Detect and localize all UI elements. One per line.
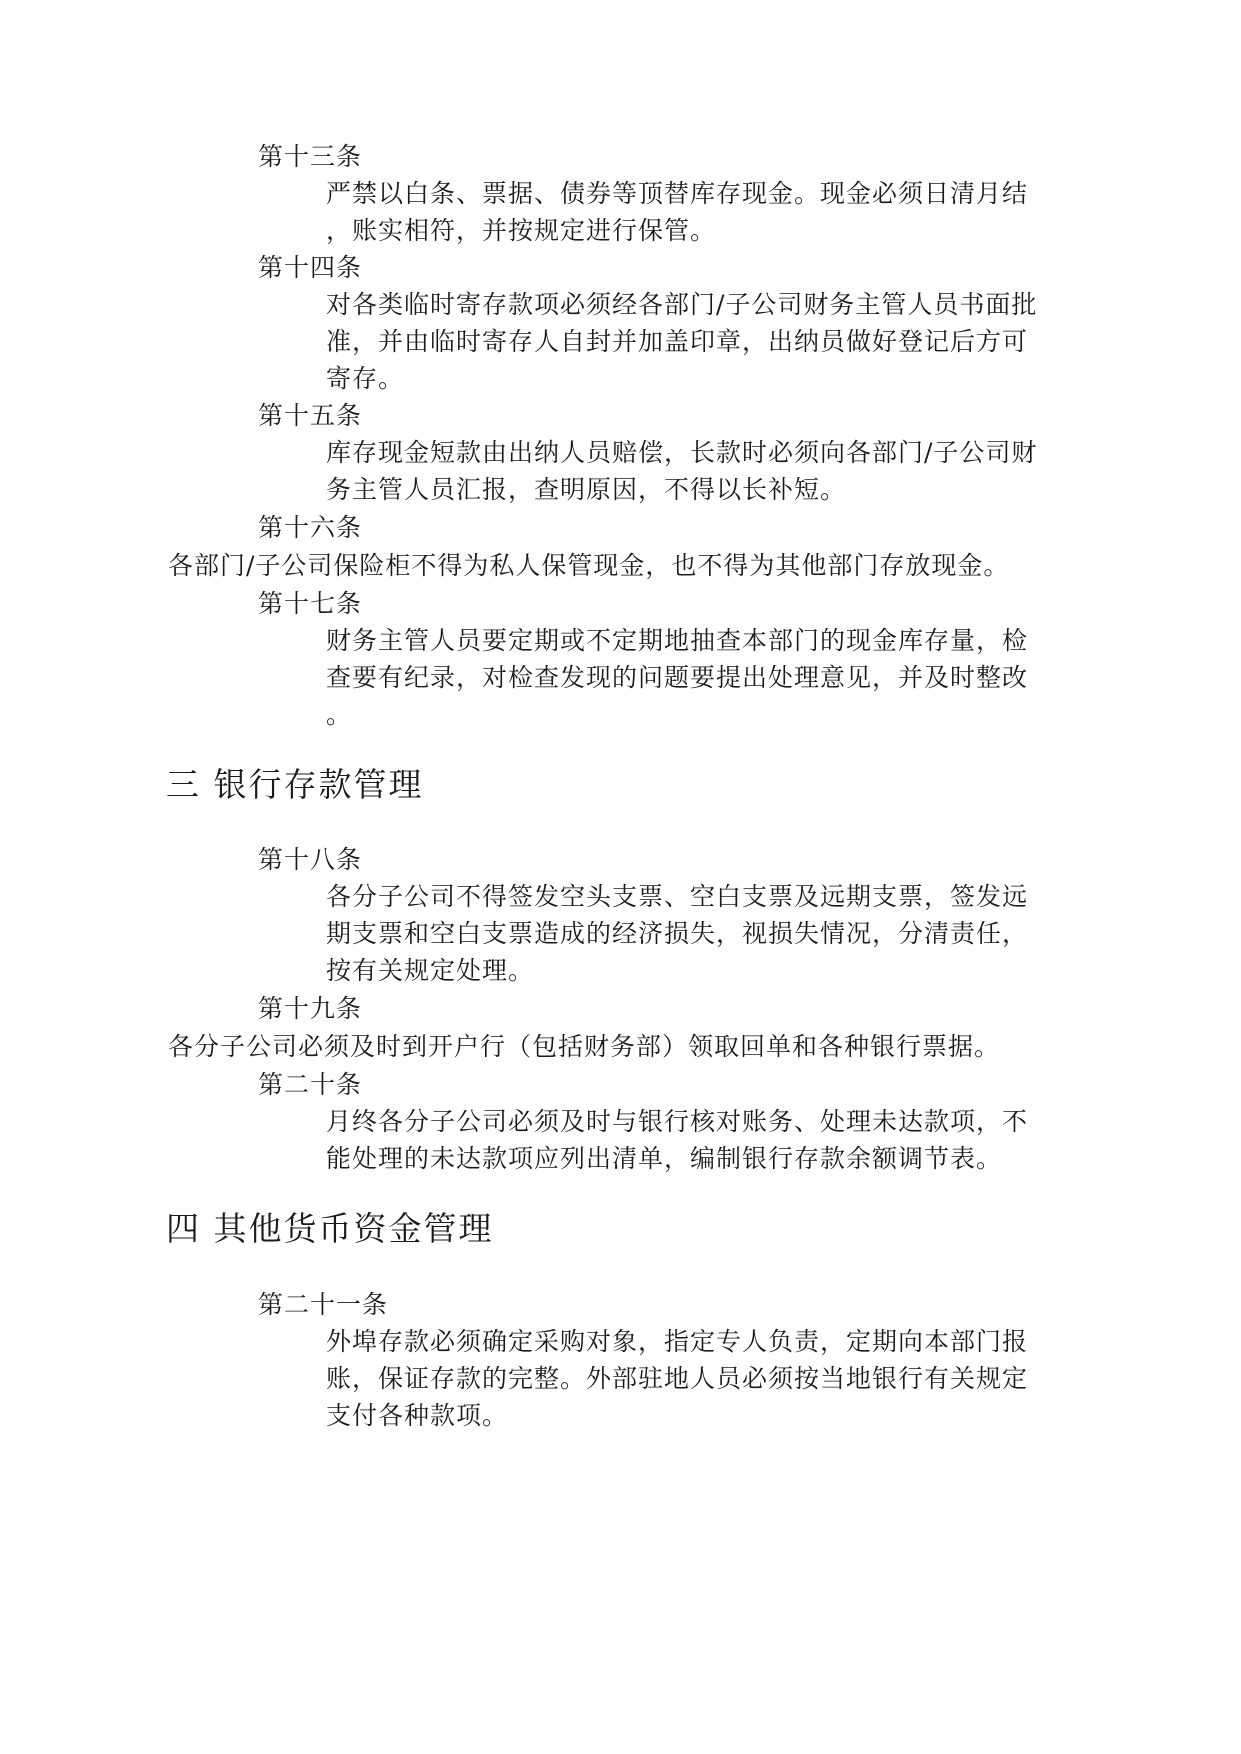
article-20-line-2: 能处理的未达款项应列出清单，编制银行存款余额调节表。	[326, 1144, 1003, 1173]
article-17-line-2: 查要有纪录，对检查发现的问题要提出处理意见，并及时整改	[326, 663, 1029, 692]
article-13-label: 第十三条	[258, 142, 363, 171]
article-18-line-3: 按有关规定处理。	[326, 956, 535, 985]
article-18-line-2: 期支票和空白支票造成的经济损失，视损失情况，分清责任，	[326, 919, 1029, 948]
article-21-line-2: 账，保证存款的完整。外部驻地人员必须按当地银行有关规定	[326, 1364, 1029, 1393]
article-14-line-3: 寄存。	[326, 364, 405, 393]
article-18-label: 第十八条	[258, 845, 363, 874]
article-16-label: 第十六条	[258, 513, 363, 542]
article-21-line-1: 外埠存款必须确定采购对象，指定专人负责，定期向本部门报	[326, 1327, 1029, 1356]
article-15-label: 第十五条	[258, 401, 363, 430]
article-17-line-1: 财务主管人员要定期或不定期地抽查本部门的现金库存量，检	[326, 626, 1029, 655]
article-21-line-3: 支付各种款项。	[326, 1401, 509, 1430]
article-14-label: 第十四条	[258, 253, 363, 282]
article-15-line-1: 库存现金短款由出纳人员赔偿，长款时必须向各部门/子公司财	[326, 438, 1038, 467]
article-16-line-1: 各部门/子公司保险柜不得为私人保管现金，也不得为其他部门存放现金。	[168, 551, 1010, 580]
article-19-line-1: 各分子公司必须及时到开户行（包括财务部）领取回单和各种银行票据。	[168, 1032, 1001, 1061]
article-20-line-1: 月终各分子公司必须及时与银行核对账务、处理未达款项，不	[326, 1107, 1029, 1136]
article-18-line-1: 各分子公司不得签发空头支票、空白支票及远期支票，签发远	[326, 882, 1029, 911]
article-13-line-1: 严禁以白条、票据、债券等顶替库存现金。现金必须日清月结	[326, 179, 1029, 208]
section-4-heading: 四 其他货币资金管理	[166, 1209, 494, 1248]
article-14-line-1: 对各类临时寄存款项必须经各部门/子公司财务主管人员书面批	[326, 290, 1038, 319]
article-15-line-2: 务主管人员汇报，查明原因，不得以长补短。	[326, 475, 847, 504]
article-14-line-2: 准，并由临时寄存人自封并加盖印章，出纳员做好登记后方可	[326, 327, 1029, 356]
article-17-line-3: 。	[326, 700, 353, 729]
article-13-line-2: ，账实相符，并按规定进行保管。	[326, 216, 717, 245]
article-17-label: 第十七条	[258, 589, 363, 618]
article-20-label: 第二十条	[258, 1070, 363, 1099]
article-19-label: 第十九条	[258, 994, 363, 1023]
article-21-label: 第二十一条	[258, 1290, 389, 1319]
section-3-heading: 三 银行存款管理	[166, 765, 424, 804]
